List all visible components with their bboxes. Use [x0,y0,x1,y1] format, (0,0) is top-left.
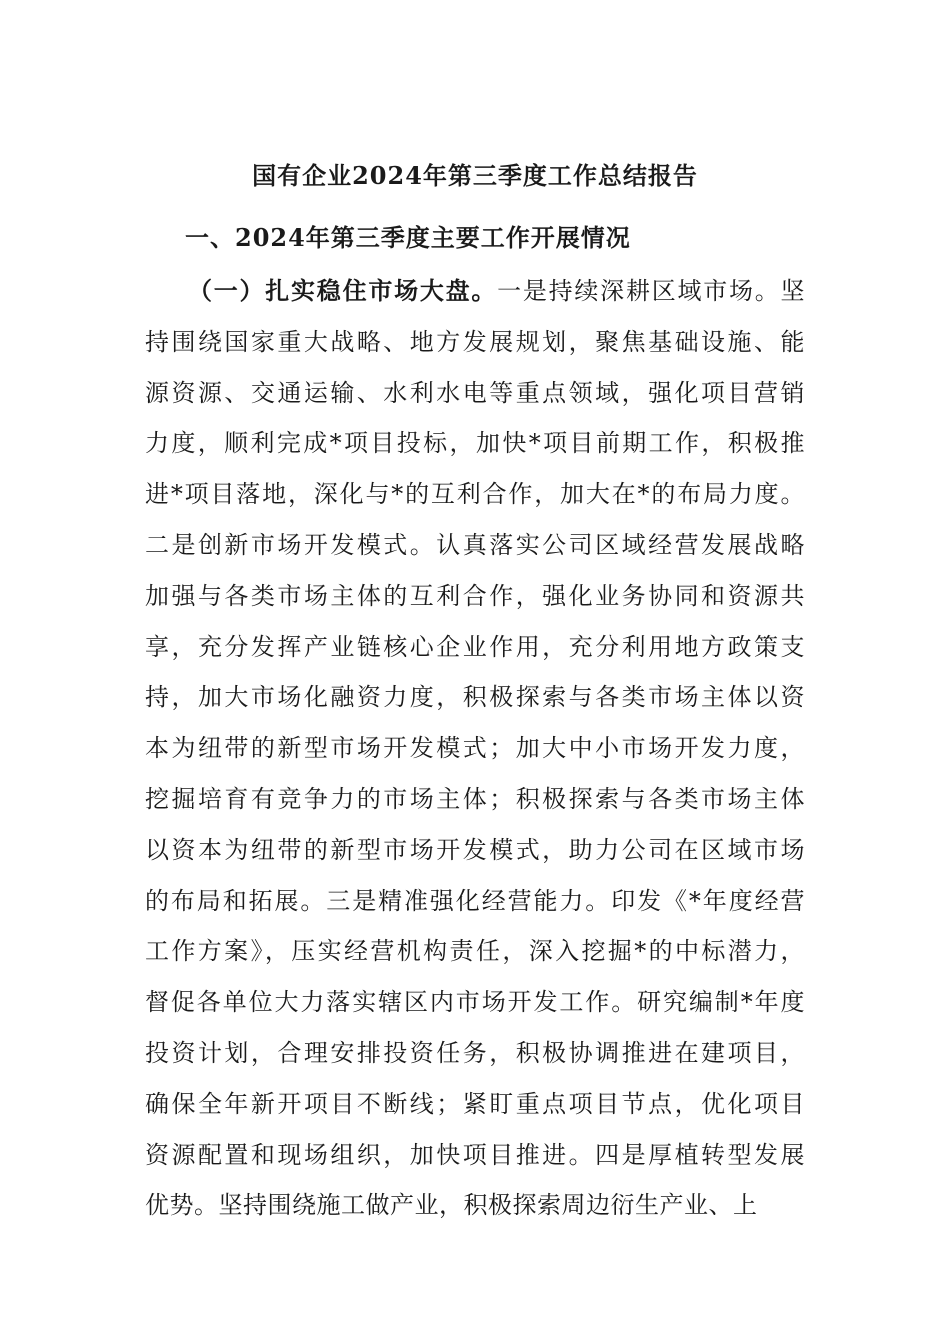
paragraph-line: 确保全年新开项目不断线；紧盯重点项目节点，优化项目 [145,1089,805,1118]
paragraph-line: 优势。坚持围绕施工做产业，积极探索周边衍生产业、上 [145,1191,758,1220]
paragraph-line: 进*项目落地，深化与*的互利合作，加大在*的布局力度。 [145,480,805,509]
body-paragraph [145,266,805,1231]
paragraph-line: 投资计划，合理安排投资任务，积极协调推进在建项目， [145,1038,805,1067]
paragraph-line: 享，充分发挥产业链核心企业作用，充分利用地方政策支 [145,632,805,661]
section-heading: 一、2024年第三季度主要工作开展情况 [185,223,631,252]
paragraph-line: 的布局和拓展。三是精准强化经营能力。印发《*年度经营 [145,886,805,915]
paragraph-line: 持围绕国家重大战略、地方发展规划，聚焦基础设施、能 [145,327,805,356]
paragraph-text: 一是持续深耕区域市场。坚 [497,277,806,305]
paragraph-line [145,266,805,317]
paragraph-line: 以资本为纽带的新型市场开发模式，助力公司在区域市场 [145,835,805,864]
paragraph-line: 督促各单位大力落实辖区内市场开发工作。研究编制*年度 [145,988,805,1017]
paragraph-line: 挖掘培育有竞争力的市场主体；积极探索与各类市场主体 [145,784,805,813]
subsection-label: （一）扎实稳住市场大盘。 [188,276,498,305]
paragraph-line: 资源配置和现场组织，加快项目推进。四是厚植转型发展 [145,1140,805,1169]
paragraph-line: 工作方案》，压实经营机构责任，深入挖掘*的中标潜力， [145,937,805,966]
paragraph-line: 本为纽带的新型市场开发模式；加大中小市场开发力度， [145,734,805,763]
document-title: 国有企业2024年第三季度工作总结报告 [252,161,698,190]
paragraph-line: 持，加大市场化融资力度，积极探索与各类市场主体以资 [145,683,805,712]
paragraph-line: 二是创新市场开发模式。认真落实公司区域经营发展战略 [145,530,805,559]
paragraph-line: 力度，顺利完成*项目投标，加快*项目前期工作，积极推 [145,429,805,458]
paragraph-line: 源资源、交通运输、水利水电等重点领域，强化项目营销 [145,378,805,407]
paragraph-line: 加强与各类市场主体的互利合作，强化业务协同和资源共 [145,581,805,610]
